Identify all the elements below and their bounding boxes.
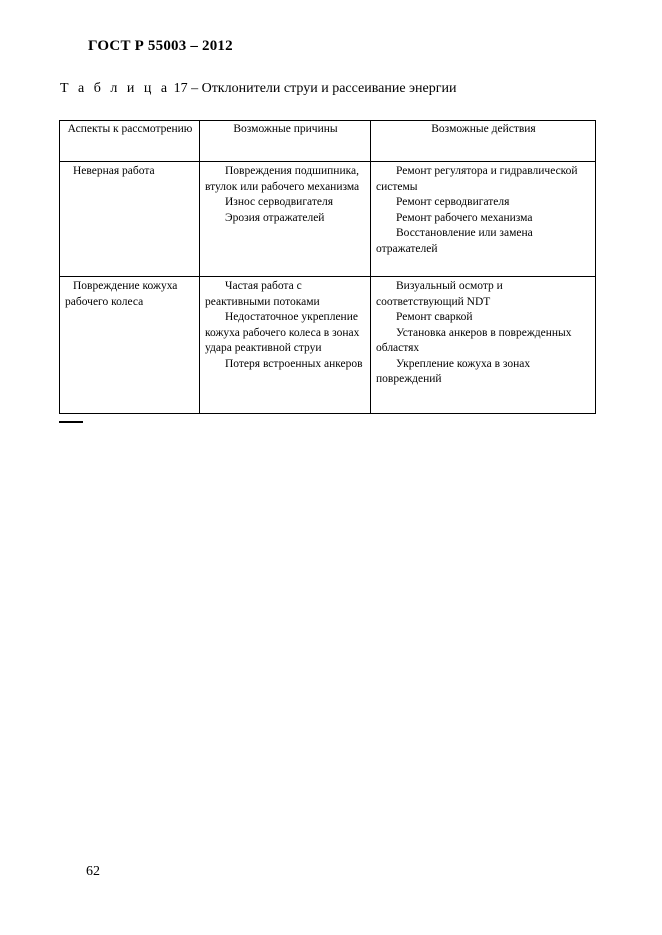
table-caption-title: 17 – Отклонители струи и рассеивание энергии xyxy=(170,81,457,96)
document-header: ГОСТ Р 55003 – 2012 xyxy=(88,38,233,54)
table-caption xyxy=(60,81,457,97)
deflectors-table xyxy=(59,120,596,414)
causes-cell xyxy=(200,162,371,277)
aspect-text: Повреждение кожуха рабочего колеса xyxy=(65,280,178,308)
aspect-cell xyxy=(60,277,200,414)
table-row xyxy=(60,162,596,277)
action-item: Укрепление кожуха в зонах повреждений xyxy=(376,357,531,385)
cause-item: Эрозия отражателей xyxy=(225,211,325,224)
table-caption-label: Т а б л и ц а xyxy=(60,81,171,96)
cause-item: Повреждения подшипника, втулок или рабочего механизма xyxy=(205,165,360,193)
aspect-cell xyxy=(60,162,200,277)
header-causes: Возможные причины xyxy=(200,121,371,162)
action-item: Ремонт регулятора и гидравлической системы xyxy=(376,165,578,193)
cause-item: Недостаточное укрепление кожуха рабочего колеса в зонах удара реактивной струи xyxy=(205,311,360,354)
action-item: Ремонт рабочего механизма xyxy=(396,211,533,224)
header-actions: Возможные действия xyxy=(371,121,596,162)
aspect-text: Неверная работа xyxy=(73,165,155,177)
table-end-mark xyxy=(59,421,83,423)
table-row xyxy=(60,277,596,414)
cause-item: Износ серводвигателя xyxy=(225,196,334,208)
action-item: Ремонт серводвигателя xyxy=(396,196,510,208)
header-aspects: Аспекты к рассмотрению xyxy=(60,121,200,162)
table-header-row xyxy=(60,121,596,162)
actions-cell xyxy=(371,277,596,414)
causes-cell xyxy=(200,277,371,414)
action-item: Восстановление или замена отражателей xyxy=(376,227,533,255)
cause-item: Частая работа с реактивными потоками xyxy=(205,280,320,308)
cause-item: Потеря встроенных анкеров xyxy=(225,357,363,370)
action-item: Установка анкеров в поврежденных областях xyxy=(376,326,572,354)
actions-cell xyxy=(371,162,596,277)
action-item: Ремонт сваркой xyxy=(396,311,473,323)
page-number: 62 xyxy=(86,864,100,879)
action-item: Визуальный осмотр и соответствующий NDT xyxy=(376,280,503,308)
